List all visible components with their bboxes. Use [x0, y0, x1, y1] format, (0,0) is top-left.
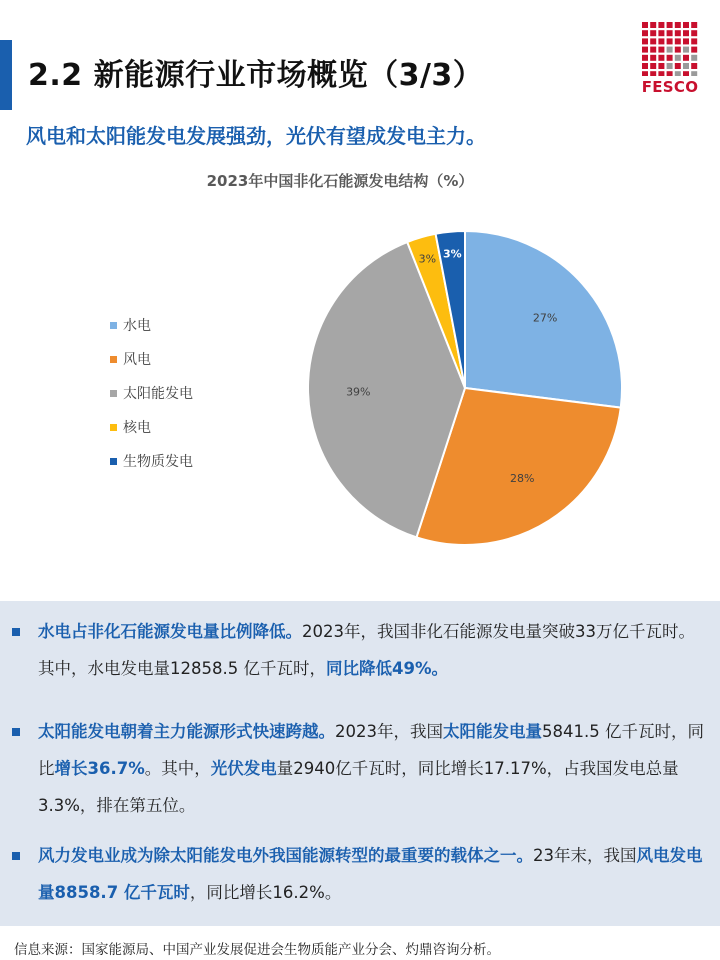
logo-square [642, 38, 648, 44]
logo-square [650, 30, 656, 36]
body-text: 2023年，我国 [335, 722, 443, 741]
fesco-logo [640, 20, 700, 100]
logo-square [650, 55, 656, 61]
body-text: ，同比增长16.2%。 [189, 883, 342, 902]
logo-square [675, 30, 681, 36]
logo-square [642, 47, 648, 53]
logo-square [683, 38, 689, 44]
legend-label: 核电 [123, 420, 151, 436]
body-text: 2023年，我国非化石能源发电量突破33万亿千瓦时。其中，水电发电量12858.5 亿千瓦时， [38, 622, 695, 678]
logo-square [683, 63, 689, 69]
logo-square [642, 55, 648, 61]
page-title: 2.2 新能源行业市场概览（3/3） [28, 58, 484, 93]
logo-square [683, 30, 689, 36]
source-note: 信息来源：国家能源局、中国产业发展促进会生物质能产业分会、灼鼎咨询分析。 [14, 942, 500, 958]
legend-swatch [110, 356, 117, 363]
logo-square [642, 71, 648, 76]
logo-square [691, 30, 697, 36]
logo-square [691, 71, 697, 76]
highlight-text: 风力发电业成为除太阳能发电外我国能源转型的最重要的载体之一。 [38, 846, 533, 865]
logo-square [683, 71, 689, 76]
highlight-text: 太阳能发电量 [443, 722, 542, 741]
body-text: 。其中， [144, 759, 211, 778]
logo-square [683, 47, 689, 53]
chart-legend [110, 308, 193, 478]
pie-chart [290, 210, 640, 570]
logo-square [658, 71, 664, 76]
logo-square [667, 30, 673, 36]
data-label: 3% [418, 252, 437, 266]
legend-item [110, 444, 193, 478]
logo-square [683, 55, 689, 61]
legend-label: 风电 [123, 352, 151, 368]
logo-square [667, 71, 673, 76]
bullet-square-icon [12, 728, 20, 736]
logo-square [675, 71, 681, 76]
logo-square [642, 22, 648, 28]
legend-swatch [110, 322, 117, 329]
data-label: 27% [532, 311, 558, 325]
logo-square [667, 55, 673, 61]
page-subtitle: 风电和太阳能发电发展强劲，光伏有望成发电主力。 [26, 124, 486, 148]
logo-square [691, 63, 697, 69]
legend-item [110, 342, 193, 376]
logo-square [650, 22, 656, 28]
logo-square [675, 63, 681, 69]
legend-item [110, 376, 193, 410]
logo-square [650, 63, 656, 69]
bullet-item [12, 713, 708, 824]
data-label: 3% [442, 247, 462, 261]
legend-label: 水电 [123, 318, 151, 334]
logo-square [675, 55, 681, 61]
logo-square [650, 47, 656, 53]
highlight-text: 光伏发电 [210, 759, 277, 778]
logo-square [675, 47, 681, 53]
data-label: 28% [509, 472, 535, 486]
bullet-square-icon [12, 628, 20, 636]
logo-square [667, 63, 673, 69]
bullet-text [12, 837, 708, 911]
bullet-item [12, 837, 708, 911]
legend-label: 生物质发电 [123, 454, 193, 470]
logo-square [691, 55, 697, 61]
logo-square [642, 30, 648, 36]
highlight-text: 太阳能发电朝着主力能源形式快速跨越。 [38, 722, 335, 741]
logo-grid-icon [640, 20, 700, 76]
logo-square [675, 38, 681, 44]
highlight-text: 风电发电量8858.7 亿千瓦时 [38, 846, 703, 902]
logo-square [683, 22, 689, 28]
logo-square [691, 22, 697, 28]
logo-text: FESCO [641, 78, 699, 96]
bullet-text [12, 713, 708, 824]
logo-square [658, 30, 664, 36]
bullet-text [12, 613, 708, 687]
logo-square [642, 63, 648, 69]
logo-square [658, 38, 664, 44]
logo-square [658, 63, 664, 69]
data-label: 39% [346, 385, 371, 399]
legend-swatch [110, 458, 117, 465]
legend-item [110, 410, 193, 444]
body-text: 5841.5 亿千瓦时，同比 [38, 722, 704, 778]
logo-square [667, 38, 673, 44]
logo-square [667, 22, 673, 28]
legend-item [110, 308, 193, 342]
legend-label: 太阳能发电 [123, 386, 193, 402]
highlight-text: 同比降低49%。 [325, 659, 448, 678]
title-accent-bar [0, 40, 12, 110]
bullet-item [12, 613, 708, 687]
legend-swatch [110, 424, 117, 431]
logo-square [650, 71, 656, 76]
logo-square [658, 55, 664, 61]
highlight-text: 增长36.7% [54, 759, 145, 778]
body-text: 23年末，我国 [533, 846, 637, 865]
info-box [0, 601, 720, 926]
logo-square [691, 47, 697, 53]
legend-swatch [110, 390, 117, 397]
logo-square [650, 38, 656, 44]
body-text: 量2940亿千瓦时，同比增长17.17%，占我国发电总量3.3%，排在第五位。 [38, 759, 679, 815]
logo-square [691, 38, 697, 44]
logo-square [675, 22, 681, 28]
logo-square [658, 47, 664, 53]
bullet-square-icon [12, 852, 20, 860]
highlight-text: 水电占非化石能源发电量比例降低。 [38, 622, 302, 641]
logo-square [658, 22, 664, 28]
logo-square [667, 47, 673, 53]
chart-title: 2023年中国非化石能源发电结构（%） [206, 172, 474, 190]
